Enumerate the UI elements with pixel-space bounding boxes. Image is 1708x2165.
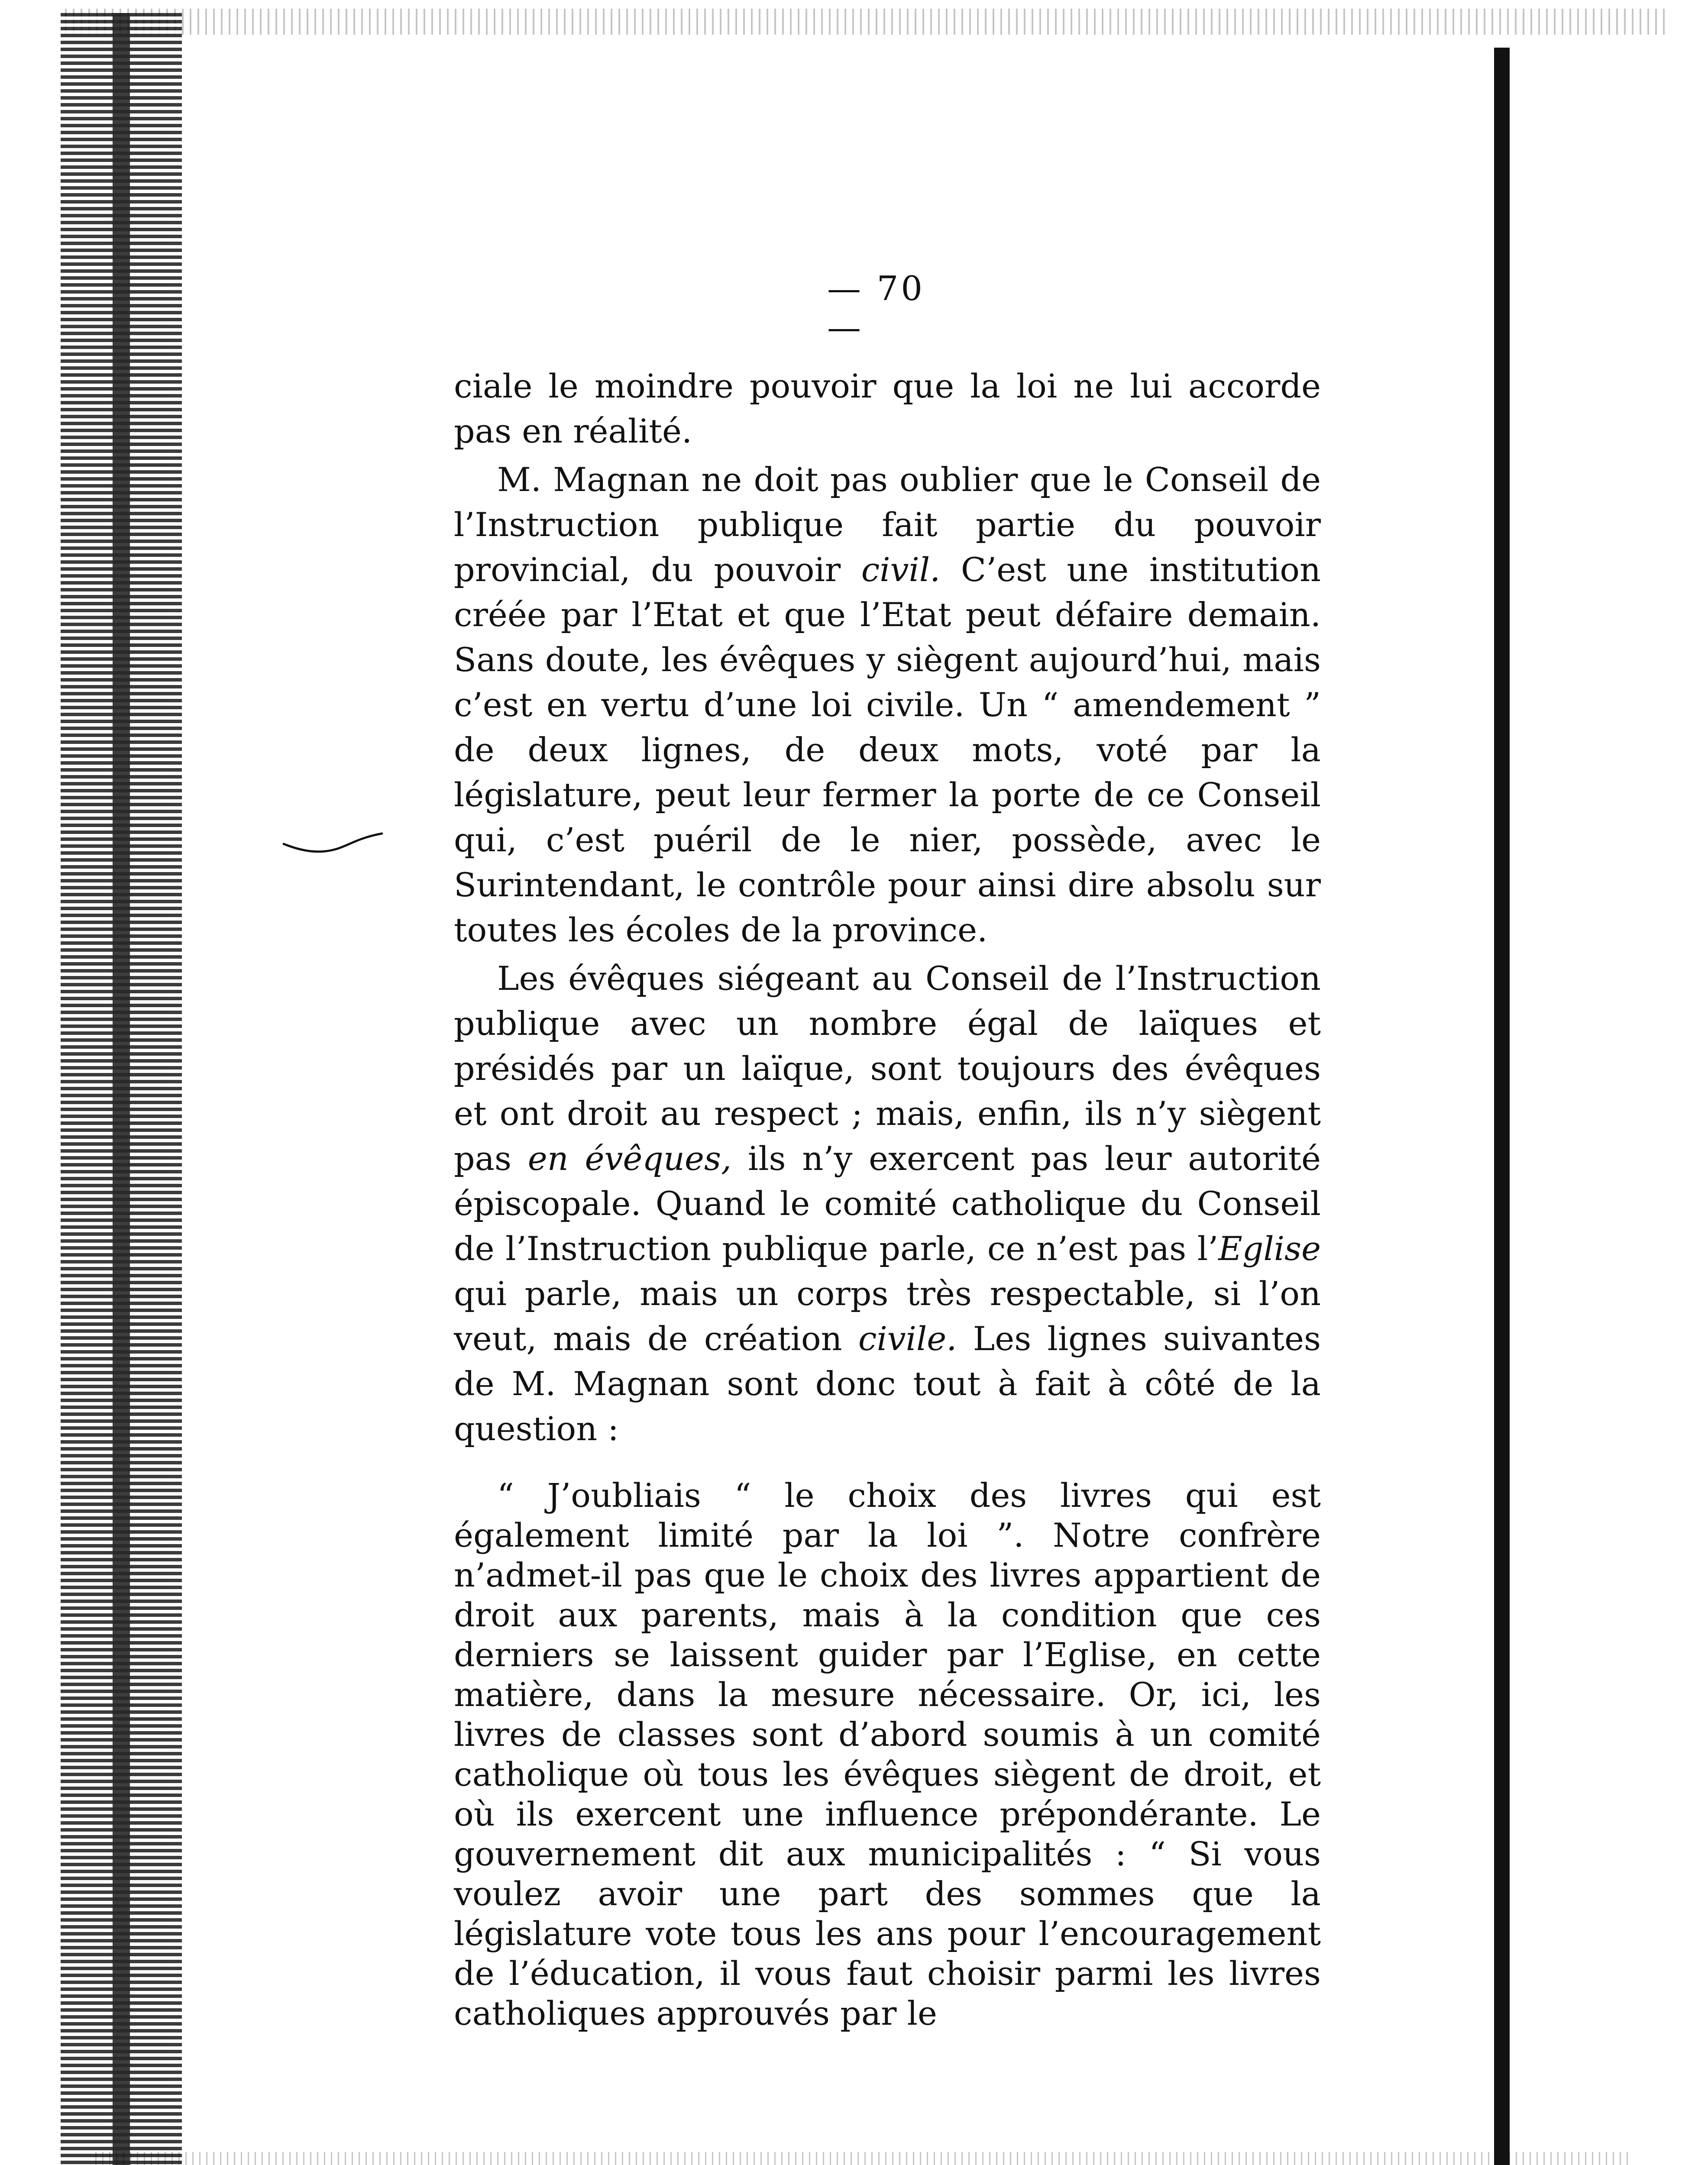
paragraph-3-part-4: Les lignes suivantes de M. Magnan sont donc tout à fait à côté de la question : <box>454 1319 1321 1448</box>
paragraph-3-part-3: qui parle, mais un corps très respectable, si l’on veut, mais de création <box>454 1274 1321 1358</box>
paragraph-3-part-1: Les évêques siégeant au Conseil de l’Instruction publique avec un nombre égal de laïques et présidés par un laïque, sont toujours des évêques et ont droit au respect ; mais, enfin, ils n’y siègent pas <box>454 959 1321 1178</box>
paragraph-2-before-civil: M. Magnan ne doit pas oublier que le Conseil de l’Instruction publique fait partie du pouvoir provincial, du pouvoir <box>454 460 1321 589</box>
right-binding-edge <box>1494 48 1510 2165</box>
paragraph-3-italic-2: Eglise <box>1218 1229 1321 1268</box>
paragraph-4: “ J’oubliais “ le choix des livres qui est également limité par la loi ”. Notre confrère n’admet-il pas que le choix des livres appartient de droit aux parents, mais à la condition que ces derniers se laissent guider par l’Eglise, en cette matière, dans la mesure nécessaire. Or, ici, les livres de classes sont d’abord soumis à un comité catholique où tous les évêques siègent de droit, et où ils exercent une influence prépondérante. Le gouvernement dit aux municipalités : “ Si vous voulez avoir une part des sommes que la législature vote tous les ans pour l’encouragement de l’éducation, il vous faut choisir parmi les livres catholiques approuvés par le <box>454 1476 1321 2033</box>
margin-scribble <box>281 829 385 860</box>
paragraph-3-italic-1: en évêques, <box>527 1139 732 1178</box>
paragraph-3-italic-3: civile. <box>858 1319 957 1358</box>
top-scan-edge <box>65 9 1667 35</box>
bottom-scan-edge <box>95 2152 1633 2165</box>
left-scan-edge <box>61 13 182 2165</box>
paragraph-1: ciale le moindre pouvoir que la loi ne lui accorde pas en réalité. <box>454 367 1321 450</box>
paragraph-3 <box>454 956 1321 1451</box>
page-number: — 70 — <box>827 269 925 347</box>
paragraph-2-civil: civil. <box>861 550 941 589</box>
paragraph-3-part-2: ils n’y exercent pas leur autorité épiscopale. Quand le comité catholique du Conseil de l’Instruction publique parle, ce n’est pas l’ <box>454 1139 1321 1268</box>
paragraph-2-after-civil: C’est une institution créée par l’Etat et que l’Etat peut défaire demain. Sans doute, les évêques y siègent aujourd’hui, mais c’est en vertu d’une loi civile. Un “ amendement ” de deux lignes, de deux mots, voté par la législature, peut leur fermer la porte de ce Conseil qui, c’est puéril de le nier, possède, avec le Surintendant, le contrôle pour ainsi dire absolu sur toutes les écoles de la province. <box>454 550 1321 949</box>
paragraph-2 <box>454 457 1321 953</box>
page-text <box>454 364 1321 2033</box>
